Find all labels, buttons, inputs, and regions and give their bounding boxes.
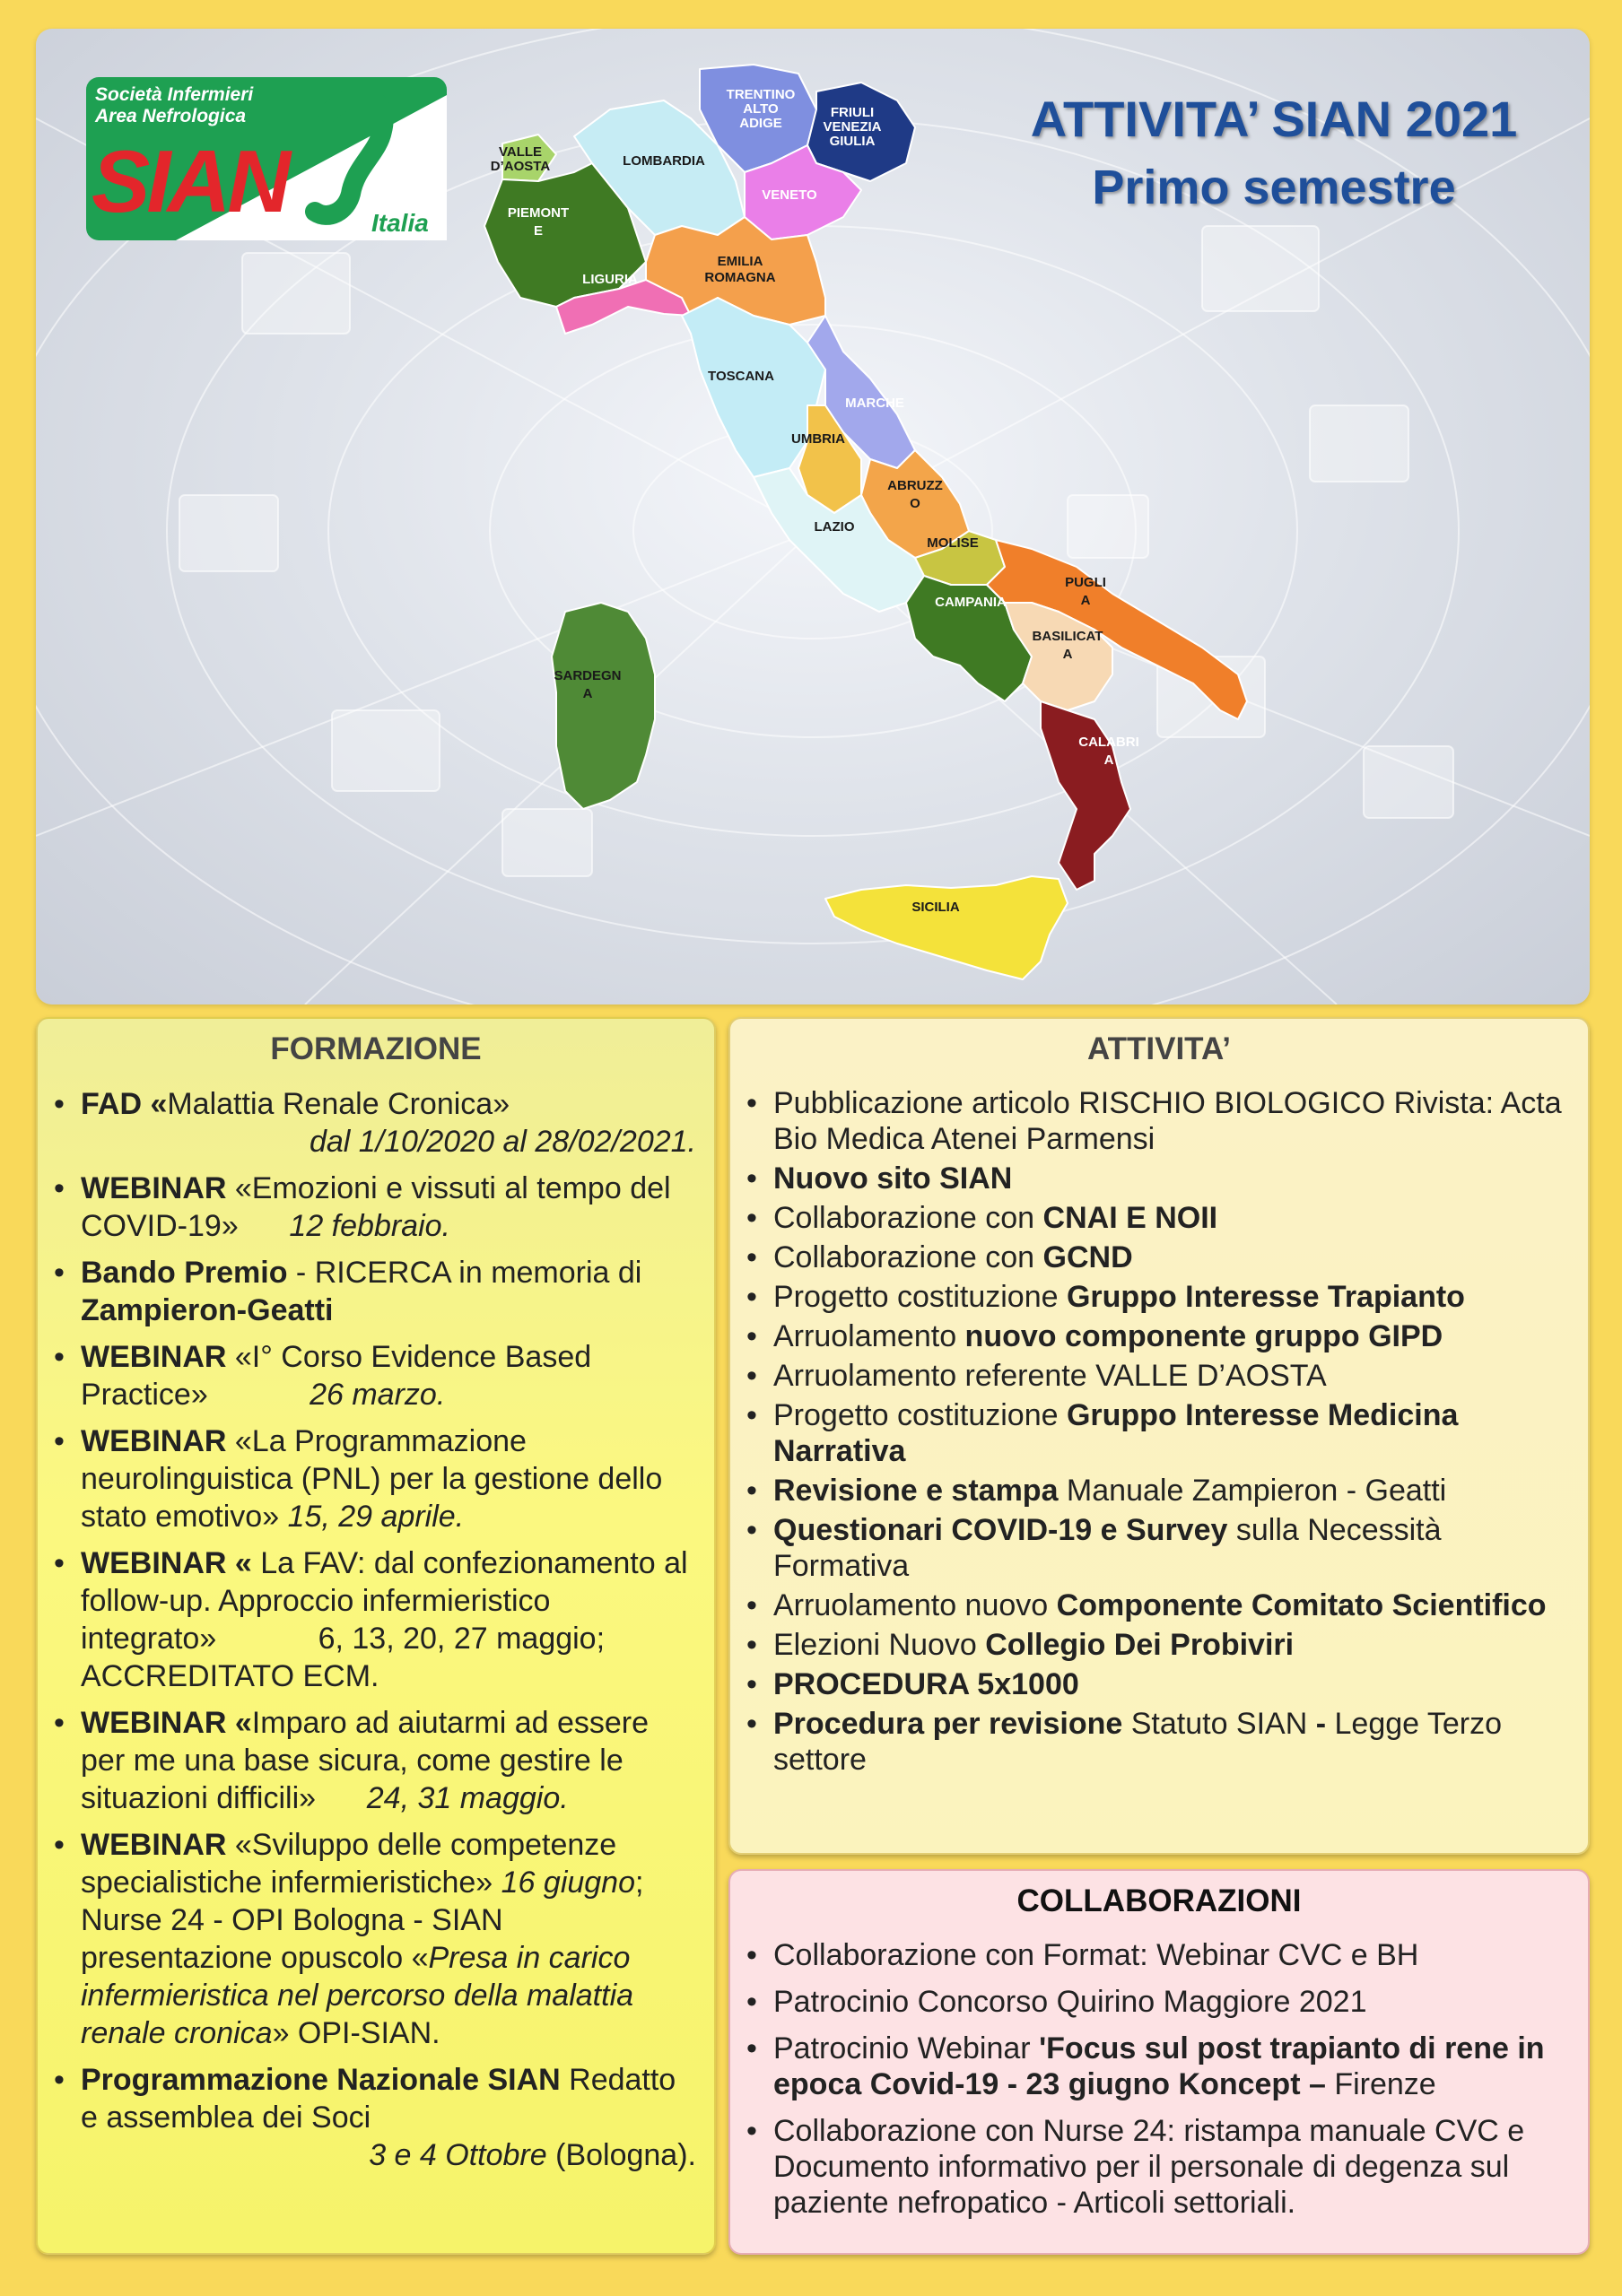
- label-basilicata-2: A: [1062, 647, 1073, 662]
- item-text-2: Legge Terzo settore: [773, 1707, 1503, 1777]
- logo-country: Italia: [371, 209, 429, 237]
- item-date: dal 1/10/2020 al 28/02/2021.: [309, 1125, 696, 1159]
- label-valle-2: D’AOSTA: [490, 159, 551, 174]
- item-bold: Revisione e stampa: [773, 1474, 1059, 1508]
- list-item: [81, 1544, 696, 1695]
- item-text: Malattia Renale Cronica»: [167, 1087, 510, 1121]
- logo-brand: SIAN: [92, 132, 288, 230]
- label-trentino-3: ADIGE: [739, 116, 782, 131]
- list-item: [773, 1587, 1570, 1623]
- label-piemonte-2: E: [533, 223, 544, 239]
- item-text-2: Firenze: [1325, 2067, 1436, 2101]
- label-trentino-1: TRENTINO: [726, 87, 796, 102]
- logo-line2: Area Nefrologica: [95, 106, 247, 126]
- item-bold: GCND: [1042, 1240, 1133, 1274]
- item-bold: Componente Comitato Scientifico: [1056, 1588, 1547, 1622]
- list-item: [81, 1170, 696, 1245]
- label-umbria: UMBRIA: [791, 431, 845, 447]
- item-bold: FAD «: [81, 1087, 168, 1121]
- item-bold: CNAI E NOII: [1042, 1201, 1218, 1235]
- item-text: Redatto e assemblea dei Soci: [81, 2063, 676, 2135]
- item-italic: Presa in carico infermieristica nel percorso della malattia renale cronica: [81, 1941, 634, 2050]
- list-item: [81, 2061, 696, 2174]
- italy-map: [36, 29, 1590, 1004]
- label-basilicata-1: BASILICAT: [1032, 629, 1103, 644]
- list-item: [773, 2113, 1570, 2221]
- page-title: ATTIVITA’ SIAN 2021: [1030, 91, 1518, 147]
- list-item: [81, 1422, 696, 1535]
- item-text: Collaborazione con: [773, 1201, 1043, 1235]
- item-text: Progetto costituzione: [773, 1280, 1067, 1314]
- item-text: La FAV: dal confezionamento al follow-up. Approccio infermieristico integrato»: [81, 1546, 688, 1656]
- item-date: 15, 29 aprile.: [287, 1500, 465, 1534]
- collaborazioni-title: COLLABORAZIONI: [1016, 1883, 1302, 1918]
- list-item: [773, 1937, 1570, 1973]
- list-item: [773, 1706, 1570, 1778]
- attivita-panel: [728, 1017, 1590, 1855]
- label-piemonte-1: PIEMONT: [507, 205, 570, 221]
- list-item: [773, 2031, 1570, 2102]
- item-text: sulla Necessità Formativa: [773, 1513, 1442, 1583]
- item-bold: PROCEDURA 5x1000: [773, 1667, 1079, 1701]
- label-marche: MARCHE: [845, 396, 904, 411]
- attivita-title: ATTIVITA’: [1086, 1031, 1232, 1066]
- item-bold: Questionari COVID-19 e Survey: [773, 1513, 1228, 1547]
- formazione-title: FORMAZIONE: [270, 1031, 482, 1066]
- collaborazioni-panel: [728, 1869, 1590, 2255]
- item-text: Collaborazione con Format: Webinar CVC e BH: [773, 1938, 1419, 1972]
- formazione-list: [38, 1085, 714, 2174]
- item-date: 26 marzo.: [310, 1378, 446, 1412]
- item-text: Patrocinio Webinar: [773, 2031, 1040, 2066]
- item-text: Statuto SIAN: [1122, 1707, 1316, 1741]
- item-date: 24, 31 maggio.: [366, 1781, 569, 1815]
- item-text: Pubblicazione articolo RISCHIO BIOLOGICO Rivista: Acta Bio Medica Atenei Parmensi: [773, 1086, 1562, 1156]
- svg-text:FRIULIVENEZIAGIULIA: [823, 105, 881, 149]
- item-bold: WEBINAR: [81, 1171, 227, 1205]
- list-item: [773, 1358, 1570, 1394]
- label-lombardia: LOMBARDIA: [623, 153, 705, 169]
- item-bold: Gruppo Interesse Medicina Narrativa: [773, 1398, 1459, 1468]
- item-text: Arruolamento referente VALLE D’AOSTA: [773, 1359, 1327, 1393]
- label-abruzzo-1: ABRUZZ: [887, 478, 943, 493]
- item-bold: WEBINAR: [81, 1340, 227, 1374]
- hero-banner: [36, 29, 1590, 1004]
- logo-line1: Società Infermieri: [95, 84, 254, 105]
- item-text-2: (Bologna).: [546, 2138, 696, 2172]
- item-text: Arruolamento nuovo: [773, 1588, 1057, 1622]
- label-lazio: LAZIO: [814, 519, 855, 535]
- label-sicilia: SICILIA: [911, 900, 960, 915]
- item-text: «I° Corso Evidence Based Practice»: [81, 1340, 592, 1412]
- item-text: Elezioni Nuovo: [773, 1628, 986, 1662]
- list-item: [773, 1161, 1570, 1196]
- list-item: [773, 1512, 1570, 1584]
- formazione-panel: [36, 1017, 716, 2255]
- item-bold: WEBINAR: [81, 1424, 227, 1458]
- list-item: [773, 1627, 1570, 1663]
- label-calabria-1: CALABRI: [1078, 735, 1139, 750]
- list-item: [773, 1318, 1570, 1354]
- region-calabria: [1041, 701, 1130, 890]
- item-text-2: ; Nurse 24 - OPI Bologna - SIAN presentazione opuscolo «: [81, 1866, 644, 1975]
- label-friuli-3: GIULIA: [829, 134, 876, 149]
- label-molise: MOLISE: [927, 535, 979, 551]
- item-bold: WEBINAR «: [81, 1706, 252, 1740]
- item-text: Arruolamento: [773, 1319, 965, 1353]
- list-item: [773, 1984, 1570, 2020]
- list-item: [773, 1279, 1570, 1315]
- label-calabria-2: A: [1103, 752, 1114, 768]
- item-date: 16 giugno: [501, 1866, 636, 1900]
- label-friuli-1: FRIULI: [830, 105, 875, 120]
- label-liguria: LIGURIA: [582, 272, 638, 287]
- item-text: Patrocinio Concorso Quirino Maggiore 2021: [773, 1985, 1367, 2019]
- label-valle-1: VALLE: [498, 144, 543, 160]
- list-item: [773, 1666, 1570, 1702]
- item-text: - RICERCA in memoria di: [287, 1256, 642, 1290]
- item-text: Collaborazione con: [773, 1240, 1043, 1274]
- list-item: [81, 1254, 696, 1329]
- label-emilia-1: EMILIA: [717, 254, 763, 269]
- collaborazioni-list: [730, 1937, 1588, 2221]
- label-veneto: VENETO: [762, 187, 817, 203]
- item-date: 6, 13, 20, 27 maggio; ACCREDITATO ECM.: [81, 1622, 606, 1693]
- label-sardegna-1: SARDEGN: [554, 668, 622, 683]
- svg-text:VALLED’AOSTA: [491, 144, 551, 174]
- label-toscana: TOSCANA: [708, 369, 774, 384]
- label-campania: CAMPANIA: [935, 595, 1007, 610]
- label-abruzzo-2: O: [910, 496, 920, 511]
- item-bold: WEBINAR: [81, 1828, 227, 1862]
- region-sardegna: [552, 603, 655, 809]
- item-text: Collaborazione con Nurse 24: ristampa manuale CVC e Documento informativo per il personale di degenza sul paziente nefropatico - Articoli settoriali.: [773, 2114, 1525, 2220]
- item-text-3: » OPI-SIAN.: [272, 2016, 440, 2050]
- item-text: «Sviluppo delle competenze specialistiche infermieristiche»: [81, 1828, 617, 1900]
- item-bold-2: -: [1315, 1707, 1327, 1741]
- list-item: [773, 1239, 1570, 1275]
- item-bold: Programmazione Nazionale SIAN: [81, 2063, 561, 2097]
- item-bold: WEBINAR «: [81, 1546, 252, 1580]
- item-date: 3 e 4 Ottobre: [369, 2138, 547, 2172]
- list-item: [773, 1085, 1570, 1157]
- item-bold: Gruppo Interesse Trapianto: [1066, 1280, 1465, 1314]
- item-bold: Procedura per revisione: [773, 1707, 1123, 1741]
- label-friuli-2: VENEZIA: [823, 119, 882, 135]
- list-item: [773, 1200, 1570, 1236]
- label-emilia-2: ROMAGNA: [704, 270, 776, 285]
- list-item: [81, 1338, 696, 1413]
- item-bold: Collegio Dei Probiviri: [985, 1628, 1295, 1662]
- item-text: Progetto costituzione: [773, 1398, 1067, 1432]
- page-subtitle: Primo semestre: [1092, 161, 1456, 214]
- label-puglia-1: PUGLI: [1065, 575, 1106, 590]
- list-item: [81, 1826, 696, 2052]
- attivita-list: [730, 1085, 1588, 1778]
- item-bold-2: Zampieron-Geatti: [81, 1293, 334, 1327]
- label-sardegna-2: A: [582, 686, 593, 701]
- list-item: [81, 1085, 696, 1161]
- list-item: [81, 1704, 696, 1817]
- region-sicilia: [825, 876, 1068, 979]
- list-item: [773, 1473, 1570, 1509]
- item-bold: Nuovo sito SIAN: [773, 1161, 1013, 1196]
- list-item: [773, 1397, 1570, 1469]
- item-text: «La Programmazione neurolinguistica (PNL) per la gestione dello stato emotivo»: [81, 1424, 663, 1534]
- item-text: Manuale Zampieron - Geatti: [1058, 1474, 1447, 1508]
- item-bold: 'Focus sul post trapianto di rene in epoca Covid-19 - 23 giugno Koncept –: [773, 2031, 1545, 2101]
- item-bold: Bando Premio: [81, 1256, 288, 1290]
- item-bold: nuovo componente gruppo GIPD: [964, 1319, 1443, 1353]
- item-text: Imparo ad aiutarmi ad essere per me una base sicura, come gestire le situazioni difficili»: [81, 1706, 650, 1815]
- item-text: «Emozioni e vissuti al tempo del COVID-19»: [81, 1171, 671, 1243]
- label-trentino-2: ALTO: [743, 101, 779, 117]
- label-puglia-2: A: [1080, 593, 1091, 608]
- item-date: 12 febbraio.: [289, 1209, 451, 1243]
